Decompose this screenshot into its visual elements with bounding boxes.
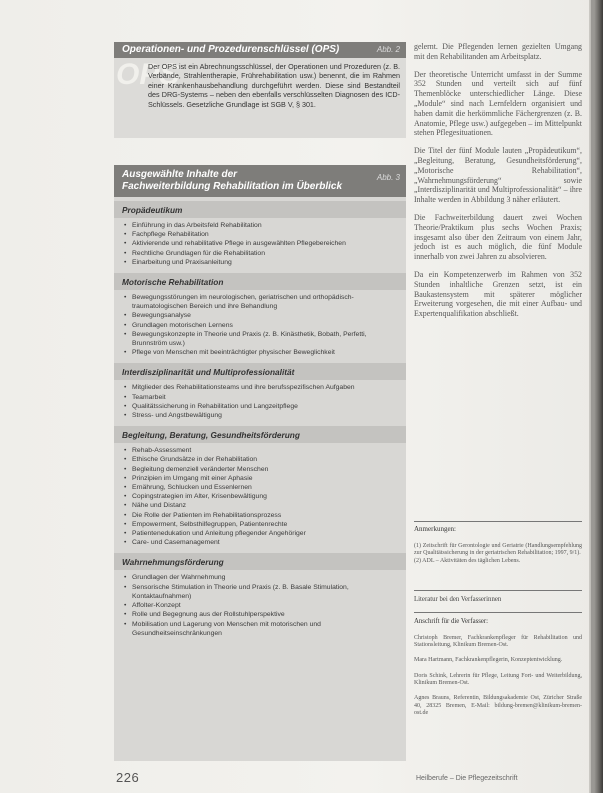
author-address: Christoph Bremer, Fachkrankenpfleger für Rehabilitation und Stationsleitung, Klinikum Bremen-Ost. xyxy=(414,634,582,649)
content-box-title-line1: Ausgewählte Inhalte der xyxy=(122,169,238,180)
list-item: • Einarbeitung und Praxisanleitung xyxy=(124,258,400,267)
divider xyxy=(414,521,582,522)
module-section-title: Begleitung, Beratung, Gesundheitsförderung xyxy=(114,426,406,443)
list-item: • Patientenedukation und Anleitung pflegender Angehöriger xyxy=(124,529,400,538)
list-item: • Affolter-Konzept xyxy=(124,601,400,610)
module-section-title: Propädeutikum xyxy=(114,201,406,218)
module-item-list xyxy=(114,383,406,420)
author-address: Mara Hartmann, Fachkrankenpflegerin, Konzeptentwicklung. xyxy=(414,657,563,664)
notes-block xyxy=(414,525,582,573)
literature-block xyxy=(414,595,582,613)
page-edge-shadow xyxy=(589,0,603,793)
list-item: • Bewegungsanalyse xyxy=(124,311,400,320)
article-paragraph: Da ein Kompetenzerwerb im Rahmen von 352 Stunden inhaltliche Grenzen setzt, ist ein Baukastensystem mit späterer möglicher Erweiterung vorgesehen, die mit einer Aufbau- und Expertenqualifikation abschließt. xyxy=(414,269,582,319)
module-item-list xyxy=(114,221,406,267)
author-address: Agnes Brauns, Referentin, Bildungsakademie Ost, Züricher Straße 40, 28325 Bremen, E-Mail: bildung-bremen@klinikum-bremen-ost.de xyxy=(414,695,582,716)
list-item: • Rehab-Assessment xyxy=(124,446,400,455)
module-sections xyxy=(114,201,406,638)
ops-side-watermark xyxy=(114,58,180,138)
list-item: • Care- und Casemanagement xyxy=(124,538,400,547)
list-item: • Begleitung demenziell veränderter Menschen xyxy=(124,465,400,474)
list-item: • Empowerment, Selbsthilfegruppen, Patientenrechte xyxy=(124,520,400,529)
list-item: • Sensorische Stimulation in Theorie und Praxis (z. B. Basale Stimulation, Kontaktaufnahmen) xyxy=(124,583,400,601)
list-item: • Rechtliche Grundlagen für die Rehabilitation xyxy=(124,249,400,258)
author-address: Doris Schink, Lehrerin für Pflege, Leitung Fort- und Weiterbildung, Klinikum Bremen-Ost. xyxy=(414,672,582,686)
content-overview-box xyxy=(114,165,406,761)
article-paragraph: gelernt. Die Pflegenden lernen gezielten Umgang mit den Rehabilitanden am Arbeitsplatz. xyxy=(414,42,582,61)
module-item-list xyxy=(114,573,406,637)
list-item: • Fachpflege Rehabilitation xyxy=(124,230,400,239)
list-item: • Mobilisation und Lagerung von Menschen mit motorischen und Gesundheitseinschränkungen xyxy=(124,620,400,638)
list-item: • Bewegungsstörungen im neurologischen, geriatrischen und orthopädisch-traumatologischen Bereich und ihre Behandlung xyxy=(124,293,400,311)
addresses-title: Anschrift für die Verfasser: xyxy=(414,618,489,625)
module-item-list xyxy=(114,446,406,547)
ops-box-figure-tag: Abb. 2 xyxy=(376,45,400,54)
list-item: • Stress- und Angstbewältigung xyxy=(124,411,400,420)
ops-box-text: Der OPS ist ein Abrechnungsschlüssel, der Operationen und Prozeduren (z. B. Verbände, Strahlentherapie, Frührehabilitation usw.) benennt, die im Rahmen einer Krankenhausbehandlung durchgeführt werden. Diese sind Bestandteil des DRG-Systems – neben den ebenfalls verschlüsselten Diagnosen des ICD-Schlüssels. Gesetzliche Grundlage ist SGB V, § 301. xyxy=(148,62,400,109)
list-item: • Ernährung, Schlucken und Essenlernen xyxy=(124,483,400,492)
list-item: • Nähe und Distanz xyxy=(124,501,400,510)
list-item: • Qualitätssicherung in Rehabilitation und Langzeitpflege xyxy=(124,402,400,411)
module-section-title: Wahrnehmungsförderung xyxy=(114,553,406,570)
list-item: • Mitglieder des Rehabilitationsteams und ihre berufsspezifischen Aufgaben xyxy=(124,383,400,392)
module-item-list xyxy=(114,293,406,357)
list-item: • Copingstrategien im Alter, Krisenbewältigung xyxy=(124,492,400,501)
author-addresses xyxy=(414,617,582,725)
notes-title: Anmerkungen: xyxy=(414,525,456,533)
address-list xyxy=(414,635,582,717)
content-box-header xyxy=(114,165,406,197)
list-item: • Aktivierende und rehabilitative Pflege in ausgewählten Pflegebereichen xyxy=(124,239,400,248)
list-item: • Ethische Grundsätze in der Rehabilitation xyxy=(124,455,400,464)
content-box-figure-tag: Abb. 3 xyxy=(376,173,400,182)
divider xyxy=(414,612,582,613)
list-item: • Bewegungskonzepte in Theorie und Praxis (z. B. Kinästhetik, Bobath, Perfetti, Brunnström usw.) xyxy=(124,330,400,348)
ops-side-label: OPS xyxy=(116,58,180,91)
divider xyxy=(414,590,582,591)
list-item: • Grundlagen motorischen Lernens xyxy=(124,321,400,330)
module-section-title: Motorische Rehabilitation xyxy=(114,273,406,290)
literature-note: Literatur bei den Verfasserinnen xyxy=(414,596,502,603)
ops-box-header xyxy=(114,42,406,58)
article-text-column xyxy=(414,42,582,327)
notes-text: (1) Zeitschrift für Gerontologie und Geriatrie (Handlungsempfehlung zur Qualitätssicherung in der geriatrischen Rehabilitation; 1997, 9/1). (2) ADL – Aktivitäten des täglichen Lebens. xyxy=(414,542,582,564)
list-item: • Teamarbeit xyxy=(124,393,400,402)
module-section-title: Interdisziplinarität und Multiprofessionalität xyxy=(114,363,406,380)
article-paragraph: Die Fachweiterbildung dauert zwei Wochen Theorie/Praktikum plus sechs Wochen Praxis; insgesamt also über den Zeitraum von einem Jahr, jedoch ist es auch möglich, die fünf Module innerhalb von zwei Jahren zu absolvieren. xyxy=(414,212,582,262)
article-paragraph: Der theoretische Unterricht umfasst in der Summe 352 Stunden und verteilt sich auf fünf Themenblöcke unterschiedlicher Länge. Diese „Module“ sind nach Lernfeldern organisiert und haben damit die herkömmliche Fächergrenzen (z. B. Anatomie, Pflege usw.) aufgegeben – im Mittelpunkt stehen Pflegesituationen. xyxy=(414,69,582,138)
list-item: • Prinzipien im Umgang mit einer Aphasie xyxy=(124,474,400,483)
list-item: • Pflege von Menschen mit beeinträchtigter physischer Beweglichkeit xyxy=(124,348,400,357)
list-item: • Die Rolle der Patienten im Rehabilitationsprozess xyxy=(124,511,400,520)
journal-name: Heilberufe – Die Pflegezeitschrift xyxy=(416,775,518,782)
list-item: • Grundlagen der Wahrnehmung xyxy=(124,573,400,582)
article-paragraph: Die Titel der fünf Module lauten „Propädeutikum“, „Begleitung, Beratung, Gesundheitsförderung“, „Motorische Rehabilitation“, „Wahrnehmungsförderung“ sowie „Interdisziplinarität und Multiprofessionalität“ – ihre Inhalte werden in Abbildung 3 näher erläutert. xyxy=(414,146,582,205)
ops-info-box xyxy=(114,42,406,138)
content-box-title-line2: Fachweiterbildung Rehabilitation im Überblick xyxy=(122,181,343,192)
list-item: • Einführung in das Arbeitsfeld Rehabilitation xyxy=(124,221,400,230)
list-item: • Rolle und Begegnung aus der Rollstuhlperspektive xyxy=(124,610,400,619)
page-number: 226 xyxy=(116,770,140,785)
ops-box-title: Operationen- und Prozedurenschlüssel (OPS) xyxy=(122,44,340,55)
